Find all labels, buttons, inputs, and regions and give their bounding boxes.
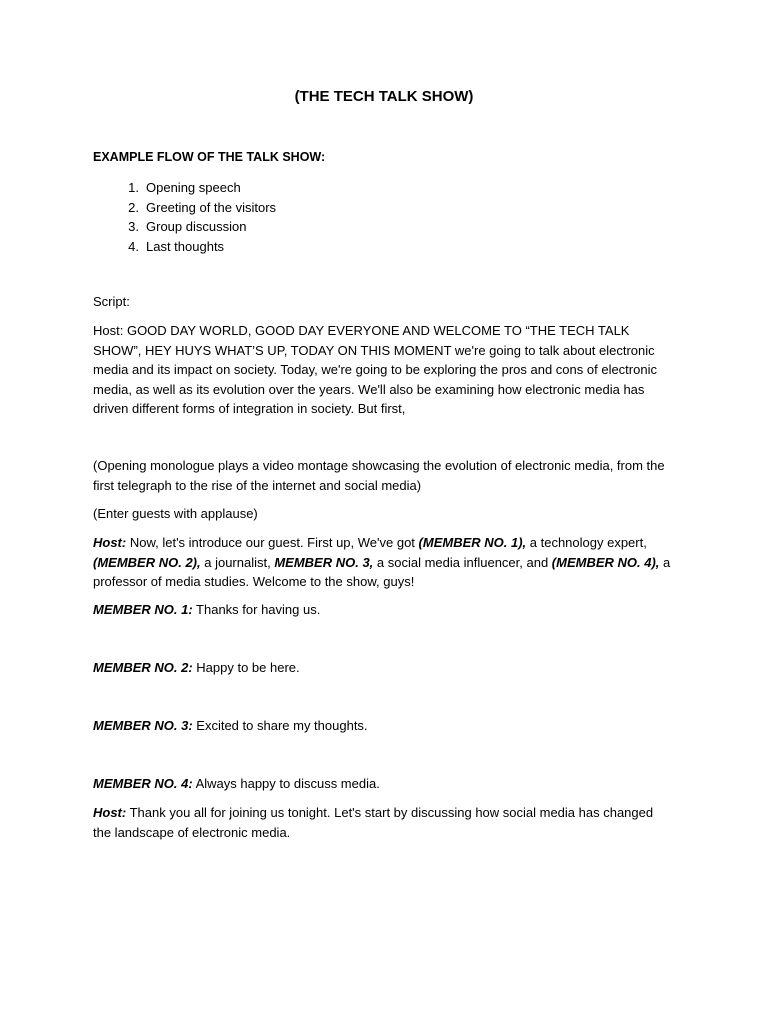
member-3-line bbox=[93, 716, 673, 736]
document-title: (THE TECH TALK SHOW) bbox=[294, 88, 474, 105]
dialogue-text: a professor of media studies. Welcome to the show, guys! bbox=[93, 554, 671, 589]
list-text: Opening speech bbox=[146, 180, 241, 195]
list-number: 4. bbox=[128, 238, 139, 254]
speaker-label: Host: bbox=[93, 805, 127, 820]
list-number: 3. bbox=[128, 219, 139, 234]
list-number: 1. bbox=[128, 180, 139, 195]
introduce-paragraph bbox=[93, 533, 673, 592]
monologue-paragraph: (Opening monologue plays a video montage showcasing the evolution of electronic media, from the first telegraph to the rise of the internet and social media) bbox=[93, 458, 665, 493]
dialogue-text: Always happy to discuss media. bbox=[192, 776, 380, 791]
dialogue-text: Happy to be here. bbox=[192, 660, 300, 675]
list-item bbox=[93, 198, 276, 218]
dialogue-text: a journalist, bbox=[200, 554, 275, 570]
speaker-label: MEMBER NO. 4: bbox=[93, 776, 193, 791]
speaker-label: MEMBER NO. 3: bbox=[93, 718, 193, 733]
list-text: Greeting of the visitors bbox=[146, 199, 277, 215]
list-text: Group discussion bbox=[146, 219, 247, 234]
enter-guests-paragraph: (Enter guests with applause) bbox=[93, 506, 258, 521]
list-text: Last thoughts bbox=[146, 238, 225, 254]
member-2-line bbox=[93, 658, 673, 678]
dialogue-text: Excited to share my thoughts. bbox=[192, 718, 368, 733]
speaker-label: MEMBER NO. 1: bbox=[93, 602, 193, 617]
script-label: Script: bbox=[93, 294, 130, 309]
list-number: 2. bbox=[128, 199, 139, 215]
list-item bbox=[93, 237, 276, 257]
member-ref: MEMBER NO. 3, bbox=[274, 554, 374, 570]
speaker-label: MEMBER NO. 2: bbox=[93, 660, 193, 675]
dialogue-text: Now, let's introduce our guest. First up, We've got bbox=[126, 535, 419, 550]
dialogue-text: Thank you all for joining us tonight. Let's start by discussing how social media has changed the landscape of electronic media. bbox=[93, 805, 654, 840]
flow-heading: EXAMPLE FLOW OF THE TALK SHOW: bbox=[93, 150, 326, 164]
member-1-line bbox=[93, 600, 673, 620]
dialogue-text: a technology expert, bbox=[526, 535, 647, 550]
member-ref: (MEMBER NO. 2), bbox=[93, 554, 201, 570]
dialogue-text: a social media influencer, and bbox=[373, 554, 552, 570]
member-4-line bbox=[93, 774, 673, 794]
host-intro-paragraph: Host: GOOD DAY WORLD, GOOD DAY EVERYONE AND WELCOME TO “THE TECH TALK SHOW”, HEY HUYS WHAT’S UP, TODAY ON THIS MOMENT we're going to talk about electronic media and its impact on society. Today, we're going to be exploring the pros and cons of electronic media, as well as its evolution over the years. We'll also be examining how electronic media has driven different forms of integration in society. But first, bbox=[93, 323, 657, 416]
speaker-label: Host: bbox=[93, 535, 127, 550]
list-item bbox=[93, 217, 276, 237]
member-ref: (MEMBER NO. 1), bbox=[418, 535, 527, 550]
list-item bbox=[93, 178, 276, 198]
host-closing-paragraph bbox=[93, 803, 673, 842]
dialogue-text: Thanks for having us. bbox=[192, 602, 321, 617]
flow-list bbox=[93, 178, 276, 256]
member-ref: (MEMBER NO. 4), bbox=[551, 554, 660, 570]
